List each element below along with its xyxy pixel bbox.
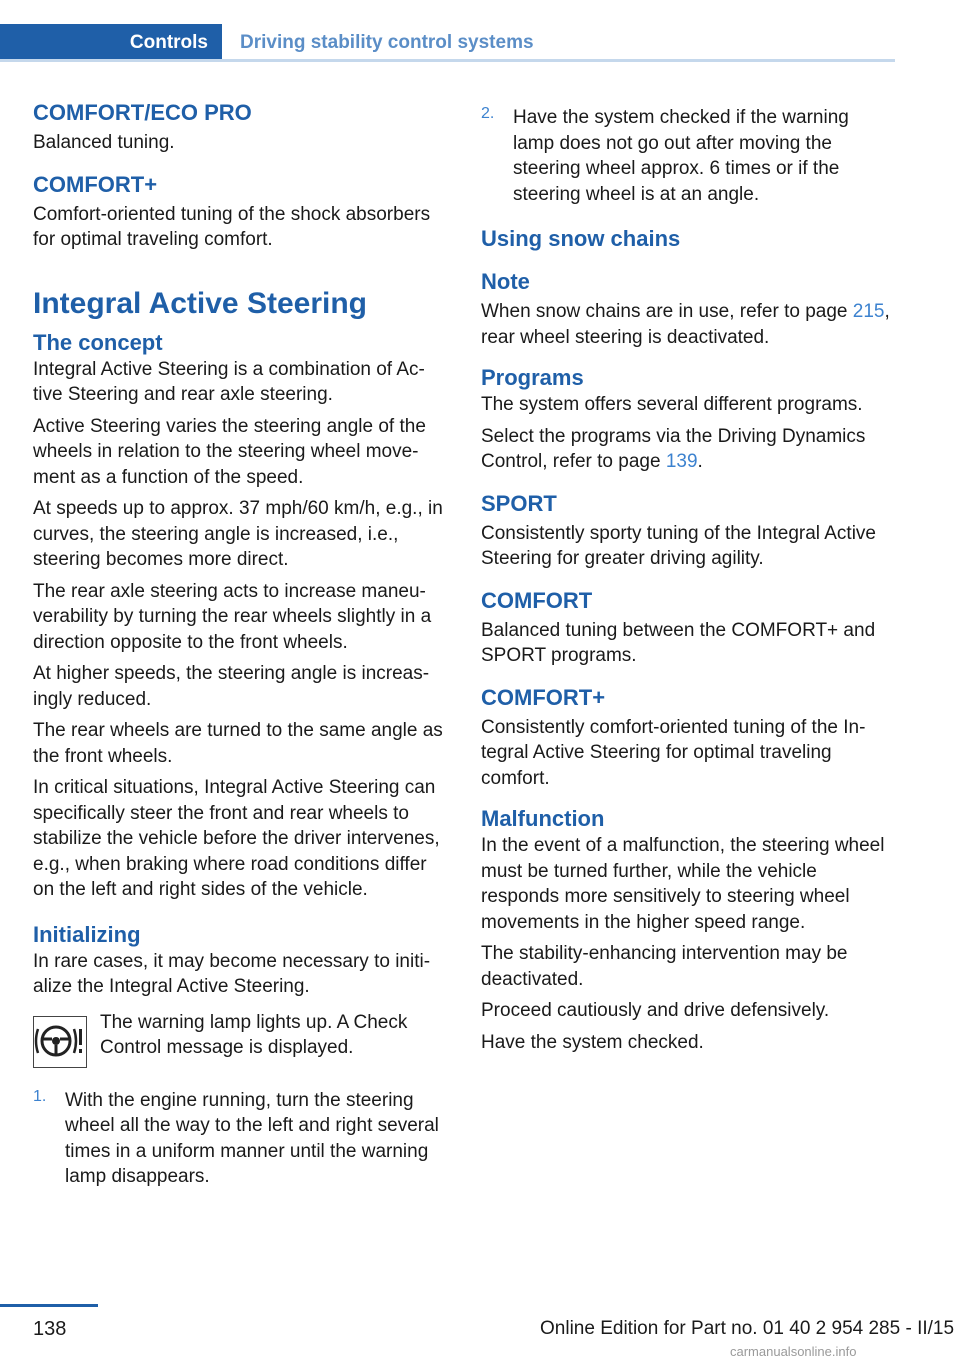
- initializing-heading: Initializing: [33, 921, 141, 947]
- footer-rule: [0, 1304, 98, 1307]
- snow-chains-heading: Using snow chains: [481, 226, 681, 251]
- step-number: 1.: [33, 1087, 47, 1105]
- section-title: Driving stability control systems: [240, 32, 534, 53]
- header-rule: [0, 59, 895, 62]
- malfunction-paragraph: Have the system checked.: [481, 1031, 704, 1053]
- page-number: 138: [33, 1318, 67, 1340]
- malfunction-paragraph: The stability-enhancing intervention may be deactivated.: [481, 943, 848, 990]
- warning-text: The warning lamp lights up. A Check Control message is displayed.: [100, 1011, 408, 1058]
- left-column: [33, 98, 448, 1190]
- note-heading: Note: [481, 269, 530, 294]
- comfort-eco-pro-heading: COMFORT/ECO PRO: [33, 100, 252, 125]
- step-number: 2.: [481, 105, 495, 122]
- concept-paragraph: At speeds up to approx. 37 mph/60 km/h, e.g., in curves, the steering angle is increased, i.e., steering becomes more direct.: [33, 498, 443, 570]
- chapter-tab[interactable]: Controls: [0, 24, 222, 62]
- concept-paragraph: At higher speeds, the steering angle is increasingly reduced.: [33, 663, 430, 710]
- initializing-text: In rare cases, it may become necessary to initialize the Integral Active Steering.: [33, 950, 431, 997]
- sport-heading: SPORT: [481, 490, 557, 516]
- programs-text: The system offers several different programs.: [481, 394, 863, 415]
- step-text: With the engine running, turn the steering wheel all the way to the left and right several times in a uniform manner until the warning lamp disappears.: [65, 1089, 439, 1187]
- steering-warning-icon: [33, 1016, 87, 1068]
- sport-text: Consistently sporty tuning of the Integral Active Steering for greater driving agility.: [481, 522, 876, 569]
- section-heading: Integral Active Steering: [33, 286, 367, 320]
- malfunction-heading: Malfunction: [481, 806, 605, 831]
- concept-paragraph: In critical situations, Integral Active Steering can specifically steer the front and rear wheels to stabilize the vehicle before the driver intervenes, e.g., when braking where road conditions differ on the left and right sides of the vehicle.: [33, 777, 440, 900]
- concept-paragraph: Active Steering varies the steering angle of the wheels in relation to the steering wheel movement as a function of the speed.: [33, 415, 426, 488]
- step-2: [481, 105, 895, 207]
- comfort-plus-text: Comfort-oriented tuning of the shock absorbers for optimal traveling comfort.: [33, 203, 431, 250]
- comfort-text: Balanced tuning between the COMFORT+ and SPORT programs.: [481, 619, 876, 666]
- malfunction-paragraph: Proceed cautiously and drive defensively.: [481, 1000, 830, 1021]
- concept-paragraph: Integral Active Steering is a combination of Active Steering and rear axle steering.: [33, 358, 425, 405]
- page-link-215[interactable]: 215: [852, 301, 885, 322]
- edition-text: Online Edition for Part no. 01 40 2 954 285 - II/15: [540, 1318, 955, 1339]
- programs-text-part: .: [697, 451, 703, 472]
- programs-text: [481, 424, 895, 475]
- programs-text-part: Select the programs via the Driving Dynamics Control, refer to page: [481, 425, 866, 472]
- watermark: carmanualsonline.info: [730, 1344, 857, 1359]
- comfort-eco-pro-text: Balanced tuning.: [33, 132, 175, 153]
- malfunction-paragraph: In the event of a malfunction, the steering wheel must be turned further, while the vehicle responds more sensitively to steering wheel movements in the higher speed range.: [481, 835, 885, 933]
- page-header: [0, 24, 895, 62]
- comfort-plus-heading: COMFORT+: [33, 171, 158, 197]
- step-1: [33, 1088, 448, 1190]
- comfort-plus-text: Consistently comfort-oriented tuning of the Integral Active Steering for optimal traveling comfort.: [481, 716, 866, 789]
- concept-heading: The concept: [33, 329, 163, 355]
- note-text-part: When snow chains are in use, refer to page: [481, 301, 853, 322]
- comfort-plus-heading: COMFORT+: [481, 684, 606, 710]
- programs-heading: Programs: [481, 365, 584, 390]
- warning-lamp-note: [33, 1010, 448, 1072]
- concept-paragraph: The rear axle steering acts to increase maneuverability by turning the rear wheels slightly in a direction opposite to the front wheels.: [33, 580, 432, 653]
- note-text: [481, 299, 895, 350]
- right-column: [481, 98, 895, 1055]
- page-link-139[interactable]: 139: [665, 451, 698, 472]
- step-text: Have the system checked if the warning lamp does not go out after moving the steering wheel approx. 6 times or if the steering wheel is at an angle.: [513, 107, 849, 205]
- concept-paragraph: The rear wheels are turned to the same angle as the front wheels.: [33, 720, 443, 767]
- comfort-heading: COMFORT: [481, 587, 593, 613]
- note-text-part: , rear wheel steering is deactivated.: [481, 301, 890, 348]
